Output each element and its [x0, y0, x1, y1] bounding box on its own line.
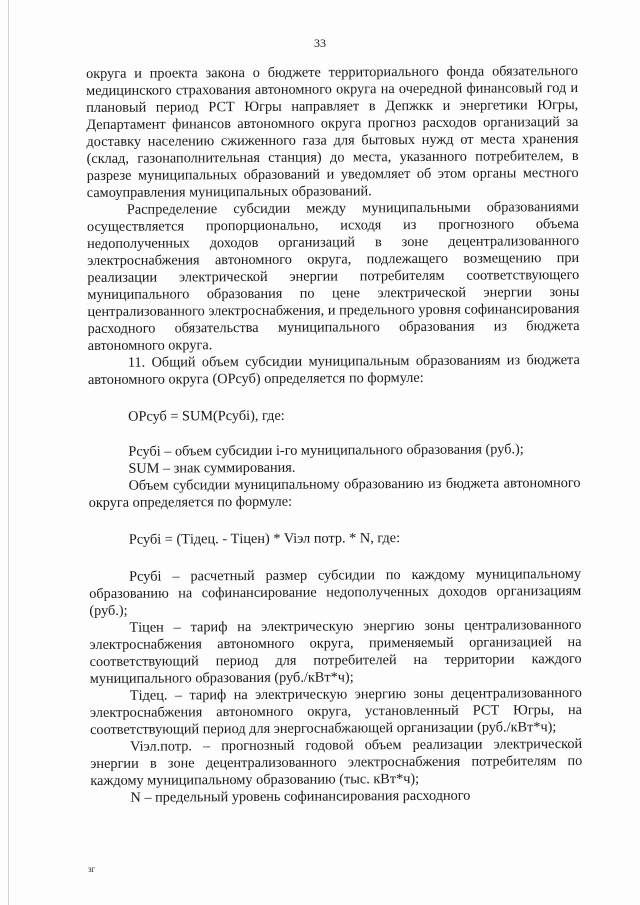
definition-sum: SUM – знак суммирования. [128, 459, 296, 477]
page-body [86, 63, 583, 807]
definition-rsubi-calc: Рсубi – расчетный размер субсидии по каждому муниципальному образованию на софинансирование недополученных доходов организациям (руб.); [89, 565, 582, 619]
formula-subsidy: Рсубi = (Тiдец. - Тiцен) * Viэл потр. * N, где: [128, 530, 401, 548]
definition-rsubi: Рсубi – объем субсидии i-го муниципального образования (руб.); [128, 441, 524, 460]
formula-total: ОРсуб = SUM(Рсубi), где: [128, 407, 285, 425]
paragraph-continuation: округа и проекта закона о бюджете территориального фонда обязательного медицинского страхования автономного округа на очередной финансовый год и плановый период РСТ Югры направляет в Депжкк и энергетики Югры, Департамент финансов автономного округа прогноз расходов организаций за доставку населению сжиженного газа для бытовых нужд от места хранения (склад, газонаполнительная станция) до места, указанного потребителем, в разрезе муниципальных образований и уведомляет об этом органы местного самоуправления муниципальных образований. [86, 62, 579, 201]
paragraph-subsidy-volume: Объем субсидии муниципальному образованию из бюджета автономного округа определяется по формуле: [88, 474, 581, 511]
definition-tariff-decentral: Тiдец. – тариф на электрическую энергию зоны децентрализованного электроснабжения автономного округа, установленный РСТ Югры, на соответствующий период для энергоснабжающей организации (руб./кВт*ч); [89, 684, 582, 738]
scan-edge [8, 0, 9, 905]
paragraph-item-11: 11. Общий объем субсидии муниципальным образованиям из бюджета автономного округа (ОРсуб) определяется по формуле: [87, 351, 580, 388]
definition-volume: Viэл.потр. – прогнозный годовой объем реализации электрической энергии в зоне децентрализованного электроснабжения потребителям по каждому муниципальному образованию (тыс. кВт*ч); [90, 735, 583, 789]
page-number: 33 [314, 36, 326, 50]
definition-n: N – предельный уровень софинансирования расходного [130, 787, 471, 806]
definition-tariff-central: Тiцен – тариф на электрическую энергию зоны централизованного электроснабжения автономного округа, применяемый организацией на соответствующий период для потребителей на территории каждого муниципального образования (руб./кВт*ч); [89, 616, 582, 687]
paragraph-distribution: Распределение субсидии между муниципальными образованиями осуществляется пропорционально, исходя из прогнозного объема недополученных доходов организаций в зоне децентрализованного электроснабжения автономного округа, подлежащего возмещению при реализации электрической энергии потребителям соответствующего муниципального образования по цене электрической энергии зоны централизованного электроснабжения, и предельного уровня софинансирования расходного обязательства муниципального образования из бюджета автономного округа. [86, 198, 580, 354]
footer-mark: зг [88, 864, 96, 874]
